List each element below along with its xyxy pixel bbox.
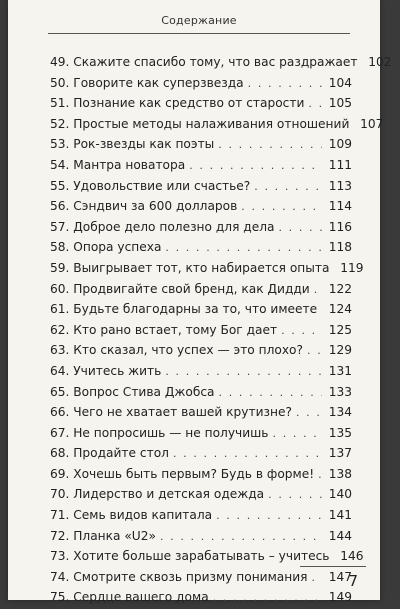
- toc-entry-page: 135: [328, 425, 352, 440]
- toc-entry: [50, 237, 352, 258]
- toc-entry: [50, 217, 352, 238]
- toc-entry-page: 109: [328, 137, 352, 152]
- toc-entry-page: 104: [328, 75, 352, 90]
- toc-entry-title: 58. Опора успеха: [50, 240, 162, 255]
- toc-entry: [50, 464, 352, 485]
- dot-leader: [165, 362, 322, 383]
- toc-entry-title: 61. Будьте благодарны за то, что имеете: [50, 302, 318, 317]
- toc-entry: [50, 320, 352, 341]
- toc-entry-title: 62. Кто рано встает, тому Бог дает: [50, 322, 278, 337]
- toc-entry-title: 50. Говорите как суперзвезда: [50, 75, 244, 90]
- toc-entry: [50, 361, 352, 382]
- table-of-contents: [50, 52, 392, 608]
- toc-entry-page: 102: [368, 55, 392, 69]
- toc-entry: [50, 567, 352, 588]
- toc-entry-page: 138: [328, 466, 352, 481]
- toc-entry-page: 141: [328, 508, 352, 523]
- dot-leader: [218, 135, 322, 156]
- toc-entry-title: 55. Удовольствие или счастье?: [50, 178, 251, 193]
- toc-entry-title: 68. Продайте стол: [50, 446, 169, 461]
- dot-leader: [160, 527, 322, 548]
- toc-entry: [50, 176, 352, 197]
- toc-entry-title: 56. Сэндвич за 600 долларов: [50, 199, 238, 214]
- header-divider: [48, 33, 350, 34]
- toc-entry-page: 131: [328, 363, 352, 378]
- toc-entry: [50, 546, 364, 567]
- toc-entry-page: 140: [328, 487, 352, 502]
- dot-leader: [216, 506, 322, 527]
- toc-entry: [50, 114, 384, 135]
- dot-leader: [241, 197, 322, 218]
- toc-entry-title: 59. Выигрывает тот, кто набирается опыта: [50, 260, 330, 275]
- toc-entry-title: 57. Доброе дело полезно для дела: [50, 219, 275, 234]
- toc-entry-title: 64. Учитесь жить: [50, 363, 162, 378]
- toc-entry-page: 144: [328, 528, 352, 543]
- dot-leader: [254, 177, 322, 198]
- toc-entry: [50, 340, 352, 361]
- toc-entry-title: 73. Хотите больше зарабатывать – учитесь: [50, 549, 330, 564]
- toc-entry: [50, 587, 352, 608]
- toc-entry-page: 147: [328, 569, 352, 584]
- toc-entry: [50, 299, 352, 320]
- page-number: 7: [348, 572, 358, 590]
- toc-entry: [50, 196, 352, 217]
- toc-entry-page: 129: [328, 343, 352, 358]
- toc-entry-title: 74. Смотрите сквозь призму понимания: [50, 569, 308, 584]
- toc-entry-title: 71. Семь видов капитала: [50, 508, 213, 523]
- toc-entry-title: 66. Чего не хватает вашей крутизне?: [50, 405, 292, 420]
- toc-entry-page: 119: [340, 260, 364, 275]
- toc-entry-page: 125: [328, 322, 352, 337]
- toc-entry-page: 149: [328, 590, 352, 605]
- dot-leader: [213, 588, 322, 609]
- toc-entry: [50, 484, 352, 505]
- dot-leader: [173, 444, 322, 465]
- dot-leader: [268, 485, 322, 506]
- toc-entry-page: 105: [328, 96, 352, 111]
- toc-entry-page: 124: [328, 302, 352, 317]
- dot-leader: [307, 341, 322, 362]
- dot-leader: [296, 403, 322, 424]
- toc-entry: [50, 73, 352, 94]
- dot-leader: [165, 238, 322, 259]
- toc-entry: [50, 93, 352, 114]
- toc-entry-page: 133: [328, 384, 352, 399]
- toc-entry-title: 53. Рок-звезды как поэты: [50, 137, 215, 152]
- toc-entry-title: 72. Планка «U2»: [50, 528, 156, 543]
- toc-entry: [50, 279, 352, 300]
- toc-entry: [50, 155, 352, 176]
- dot-leader: [281, 321, 322, 342]
- toc-entry: [50, 402, 352, 423]
- toc-entry: [50, 443, 352, 464]
- running-header: Содержание: [161, 14, 237, 27]
- toc-entry-title: 69. Хочешь быть первым? Будь в форме!: [50, 466, 315, 481]
- toc-entry-title: 60. Продвигайте свой бренд, как Дидди: [50, 281, 310, 296]
- dot-leader: [321, 300, 322, 321]
- toc-entry-title: 49. Скажите спасибо тому, что вас раздражает: [50, 55, 358, 69]
- toc-entry-page: 116: [328, 219, 352, 234]
- toc-entry-page: 134: [328, 405, 352, 420]
- toc-entry: [50, 505, 352, 526]
- book-page: [8, 0, 392, 605]
- toc-entry-title: 70. Лидерство и детская одежда: [50, 487, 265, 502]
- dot-leader: [318, 465, 322, 486]
- dot-leader: [311, 568, 322, 589]
- toc-entry: [50, 423, 352, 444]
- toc-entry: [50, 258, 364, 279]
- toc-entry: [50, 526, 352, 547]
- toc-entry-page: 137: [328, 446, 352, 461]
- toc-entry-page: 146: [340, 549, 364, 564]
- toc-entry: [50, 382, 352, 403]
- toc-entry: [50, 134, 352, 155]
- dot-leader: [308, 94, 322, 115]
- toc-entry-title: 67. Не попросишь — не получишь: [50, 425, 269, 440]
- toc-entry-page: 114: [328, 199, 352, 214]
- footer-divider: [300, 566, 366, 567]
- dot-leader: [189, 156, 322, 177]
- toc-entry-title: 52. Простые методы налаживания отношений: [50, 116, 350, 131]
- toc-entry-page: 111: [328, 157, 352, 172]
- toc-entry-title: 51. Познание как средство от старости: [50, 96, 305, 111]
- dot-leader: [273, 424, 323, 445]
- toc-entry-title: 63. Кто сказал, что успех — это плохо?: [50, 343, 303, 358]
- toc-entry-page: 118: [328, 240, 352, 255]
- toc-entry-title: 54. Мантра новатора: [50, 157, 186, 172]
- toc-entry: [50, 52, 392, 73]
- toc-entry-page: 107: [360, 116, 384, 131]
- toc-entry-page: 113: [328, 178, 352, 193]
- dot-leader: [314, 280, 322, 301]
- dot-leader: [278, 218, 322, 239]
- dot-leader: [219, 383, 322, 404]
- toc-entry-title: 75. Сердце вашего дома: [50, 590, 209, 605]
- toc-entry-title: 65. Вопрос Стива Джобса: [50, 384, 215, 399]
- dot-leader: [248, 74, 322, 95]
- toc-entry-page: 122: [328, 281, 352, 296]
